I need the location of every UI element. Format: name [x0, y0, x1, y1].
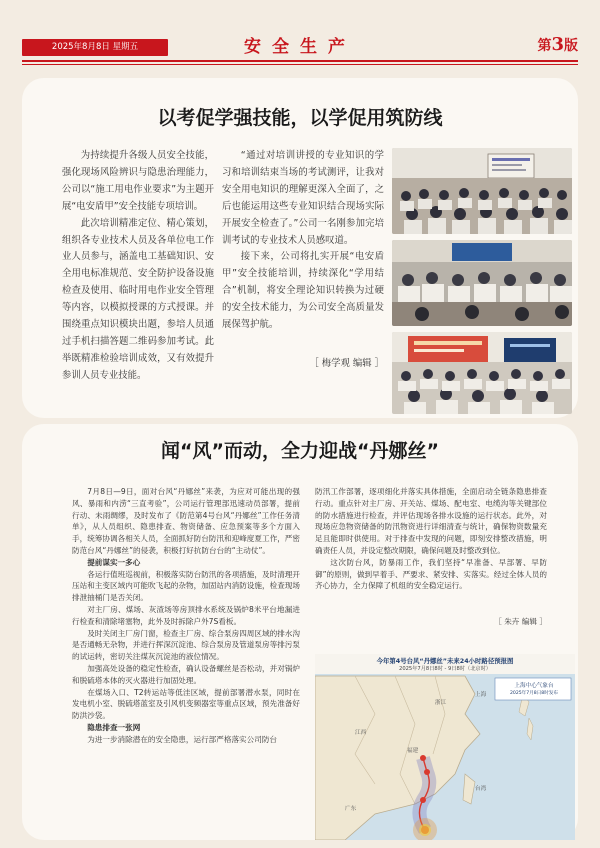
- header-divider: [22, 60, 578, 62]
- article-2-paragraph: 各运行值班巡视前，积极落实防台防汛的各项措施，及时清理开压站和主变区域内可能吹飞起的杂物，加固站内消防设施，检查现场排泄抽桶门是否关闭。: [72, 569, 300, 603]
- article-2-subheading: 提前谋实一多心: [87, 557, 141, 567]
- article-1-editor: ［ 梅学观 编辑 ］: [309, 357, 384, 369]
- page-header: [0, 0, 600, 70]
- article-2-paragraph: 对主厂房、煤场、灰渣场等房顶排水系统及锅炉8米平台地漏进行检查和清除堵塞物，此外及时拆除户外7S看板。: [72, 604, 300, 626]
- article-2-editor: ［ 朱卉 编辑 ］: [494, 617, 547, 627]
- article-2-paragraph: 7月8日—9日，面对台风“丹娜丝”来袭，为应对可能出现的强风、暴雨和内涝“三直考验”，公司运行管理部迅速动员部署，提前行动、未雨绸缪，及时发布了《防范第4号台风“丹娜丝”工作任务清单》，从人员组织、隐患排查、物资储备、应急预案等多个方面入手，统筹协调各相关人员，全面抓好防台防汛和迎峰度夏工作，严密防范台风“丹娜丝”的侵袭，积极打好抗防台台的“主动仗”。: [72, 487, 300, 555]
- section-title: 安全生产: [244, 37, 356, 57]
- map-legend: 上海中心气象台: [514, 683, 554, 689]
- article-1-paragraph: 接下来，公司将扎实开展“电安盾甲”安全技能培训，持续深化“学用结合”机制，将安全理论知识转换为过硬的安全技术能力，为公司安全高质量发展保驾护航。: [222, 251, 384, 331]
- article-1-paragraph: “通过对培训讲授的专业知识的学习和培训结束当场的考试测评，让我对安全用电知识的理解更深入全面了，之后也能运用这些专业知识结合现场实际开展安全检查了。”公司一名刚参加完培训考试的专业技术人员感叹道。: [222, 150, 384, 246]
- article-1-column-2: [222, 148, 384, 373]
- article-2-title: 闻“风”而动，全力迎战“丹娜丝”: [161, 440, 439, 462]
- article-2-paragraph: 在煤场入口、T2转运站等低洼区域，提前部署潜水泵，同时在发电机小室、脱硫塔蓝室及引风机变频器室等重点区域，预先准备好防洪沙袋。: [72, 687, 300, 721]
- page-number: 第3版: [537, 34, 578, 55]
- article-1-title: 以考促学强技能，以学促用筑防线: [157, 107, 443, 129]
- typhoon-track-map: [315, 654, 575, 840]
- map-title: 今年第4号台风“丹娜丝”未来24小时路径预报图: [376, 657, 514, 665]
- article-2-paragraph: 加强高处设备的稳定性检查，确认设备螺丝是否松动，并对锅炉和脱硫塔本体的灭火器进行加固处理。: [72, 663, 300, 685]
- map-subtitle: 2025年7月8日8时 - 9日8时（北京时）: [399, 666, 491, 672]
- training-photo-1: [392, 148, 572, 234]
- training-photo-3: [392, 332, 572, 414]
- map-place-label: 台湾: [475, 786, 487, 792]
- issue-date: 2025年8月8日 星期五: [22, 39, 168, 56]
- article-1-paragraph: 此次培训精准定位、精心策划，组织各专业技术人员及各单位电工作业人员参与，涵盖电工基础知识、安全用电标准规范、安全防护设备设施检查及使用、临时用电作业安全管理等内容，以模拟授课的方式授课。并围绕重点知识模块出题，参培人员通过手机扫描答题二维码参加考试。此举既精准检验培训成效，又有效提升参训人员专业技能。: [62, 217, 214, 381]
- map-place-label: 广东: [345, 806, 357, 812]
- article-1-paragraph: 为持续提升各级人员安全技能，强化现场风险辨识与隐患治理能力，公司以“施工用电作业要求”为主题开展“电安盾甲”安全技能专项培训。: [62, 150, 214, 212]
- header-divider-thin: [22, 64, 578, 65]
- article-2-paragraph: 这次防台风，防暴雨工作，我们坚持“早准备、早部署、早防御”的原则，做到早着手、严要求、紧安排、实落实。经过全体人员的齐心协力，全力保障了机组的安全稳定运行。: [315, 557, 547, 591]
- article-2-column-2: [315, 486, 547, 628]
- map-place-label: 江西: [355, 730, 367, 736]
- training-photo-2: [392, 240, 572, 326]
- article-2-paragraph: 及时关闭主厂房门窗，检查主厂房、综合泵房四周区域的排水沟是否通畅无杂物，并进行挥深沉淀池、综合泵房及管道泵房等排污泵的试运转，密切关注煤灰沉淀池的液位情况。: [72, 628, 300, 662]
- article-1-column-1: [62, 148, 214, 385]
- map-place-label: 上海: [475, 692, 487, 698]
- article-2-paragraph: 为进一步消除潜在的安全隐患，运行部严格落实公司防台: [87, 734, 278, 744]
- map-place-label: 浙江: [435, 700, 447, 706]
- map-legend-time: 2025年7月8日8时发布: [509, 691, 559, 696]
- map-place-label: 福建: [407, 748, 419, 754]
- article-2-subheading: 隐患排查一张网: [87, 722, 141, 732]
- article-2-column-1: [72, 486, 300, 746]
- article-2-paragraph: 防汛工作部署，逐项细化并落实具体措施，全面启动全链条隐患排查行动。重点针对主厂房、开关站、煤场、配电室、电缆沟等关键部位的防水措施进行检查，并评估现场各排水设施的运行状态。此外，对现场应急物资储备的防汛物资进行详细清查与统计，确保物资数量充足且能即时供使用。对于排查中发现的问题，即刻安排整改措施，明确责任人员，并设定整改期限，确保问题及时整改到位。: [315, 487, 547, 555]
